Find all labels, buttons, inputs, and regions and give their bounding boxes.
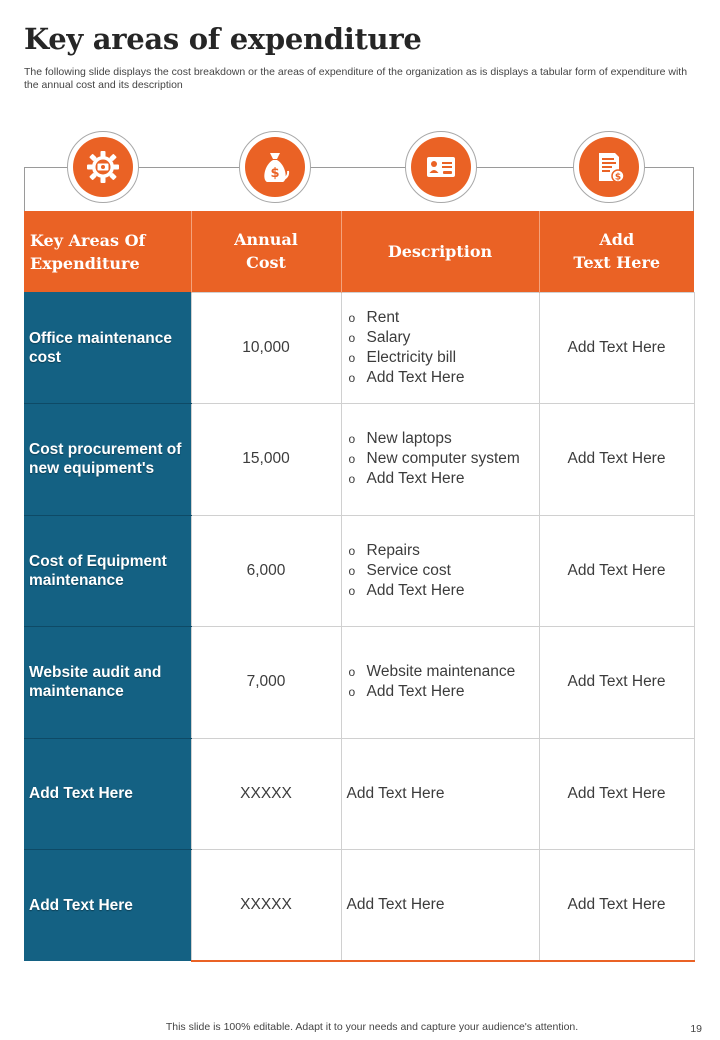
description-cell	[341, 404, 539, 516]
add-text-cell: Add Text Here	[539, 515, 694, 627]
page-number: 19	[690, 1023, 702, 1035]
area-cell: Cost procurement of new equipment's	[24, 404, 191, 516]
table-row	[24, 515, 694, 627]
icon-badge-2	[239, 131, 311, 203]
description-list	[347, 429, 539, 489]
add-text-cell: Add Text Here	[539, 850, 694, 962]
add-text-cell: Add Text Here	[539, 404, 694, 516]
header-add-text: Add Text Here	[539, 211, 694, 292]
cost-cell: 7,000	[191, 627, 341, 739]
list-item: o Rent	[348, 308, 400, 326]
area-cell: Add Text Here	[24, 738, 191, 850]
area-cell: Office maintenance cost	[24, 292, 191, 404]
list-item: o New computer system	[348, 450, 520, 468]
cost-cell: XXXXX	[191, 850, 341, 962]
svg-text:$: $	[270, 166, 280, 181]
svg-text:$: $	[614, 172, 622, 183]
add-text-cell: Add Text Here	[539, 627, 694, 739]
invoice-icon	[589, 147, 629, 187]
list-item: o Service cost	[348, 561, 451, 579]
gear-money-icon	[83, 147, 123, 187]
area-cell: Website audit and maintenance	[24, 627, 191, 739]
list-item: o Repairs	[348, 541, 420, 559]
table-header-row	[24, 211, 694, 292]
area-cell: Add Text Here	[24, 850, 191, 962]
money-bag-icon	[255, 147, 295, 187]
description-list	[347, 662, 539, 702]
description-cell	[341, 627, 539, 739]
list-item: o Add Text Here	[348, 470, 465, 488]
add-text-cell: Add Text Here	[539, 738, 694, 850]
id-card-icon	[421, 147, 461, 187]
list-item: o Website maintenance	[348, 663, 516, 681]
page-title: Key areas of expenditure	[24, 22, 422, 56]
cost-cell: 15,000	[191, 404, 341, 516]
icon-badge-1	[67, 131, 139, 203]
icon-badge-3	[405, 131, 477, 203]
description-cell	[341, 515, 539, 627]
list-item: o Salary	[348, 328, 411, 346]
table-row	[24, 627, 694, 739]
list-item: o Add Text Here	[348, 581, 465, 599]
expenditure-table	[24, 211, 695, 962]
header-annual-cost: Annual Cost	[191, 211, 341, 292]
description-cell	[341, 292, 539, 404]
description-list	[347, 541, 539, 601]
list-item: o New laptops	[348, 430, 452, 448]
table-row	[24, 404, 694, 516]
header-key-areas: Key Areas Of Expenditure	[24, 211, 191, 292]
description-cell: Add Text Here	[341, 850, 539, 962]
description-list	[347, 308, 539, 388]
list-item: o Add Text Here	[348, 368, 465, 386]
description-cell: Add Text Here	[341, 738, 539, 850]
area-cell: Cost of Equipment maintenance	[24, 515, 191, 627]
page-subtitle: The following slide displays the cost breakdown or the areas of expenditure of the organization as is displays a tabular form of expenditure with the annual cost and its description	[24, 66, 688, 91]
table-row	[24, 738, 694, 850]
cost-cell: 10,000	[191, 292, 341, 404]
table-row	[24, 292, 694, 404]
table-row	[24, 850, 694, 962]
cost-cell: 6,000	[191, 515, 341, 627]
footer-note: This slide is 100% editable. Adapt it to your needs and capture your audience's attention.	[165, 1021, 579, 1033]
icon-badge-4	[573, 131, 645, 203]
cost-cell: XXXXX	[191, 738, 341, 850]
add-text-cell: Add Text Here	[539, 292, 694, 404]
list-item: o Electricity bill	[348, 348, 457, 366]
list-item: o Add Text Here	[348, 683, 465, 701]
header-description: Description	[341, 211, 539, 292]
